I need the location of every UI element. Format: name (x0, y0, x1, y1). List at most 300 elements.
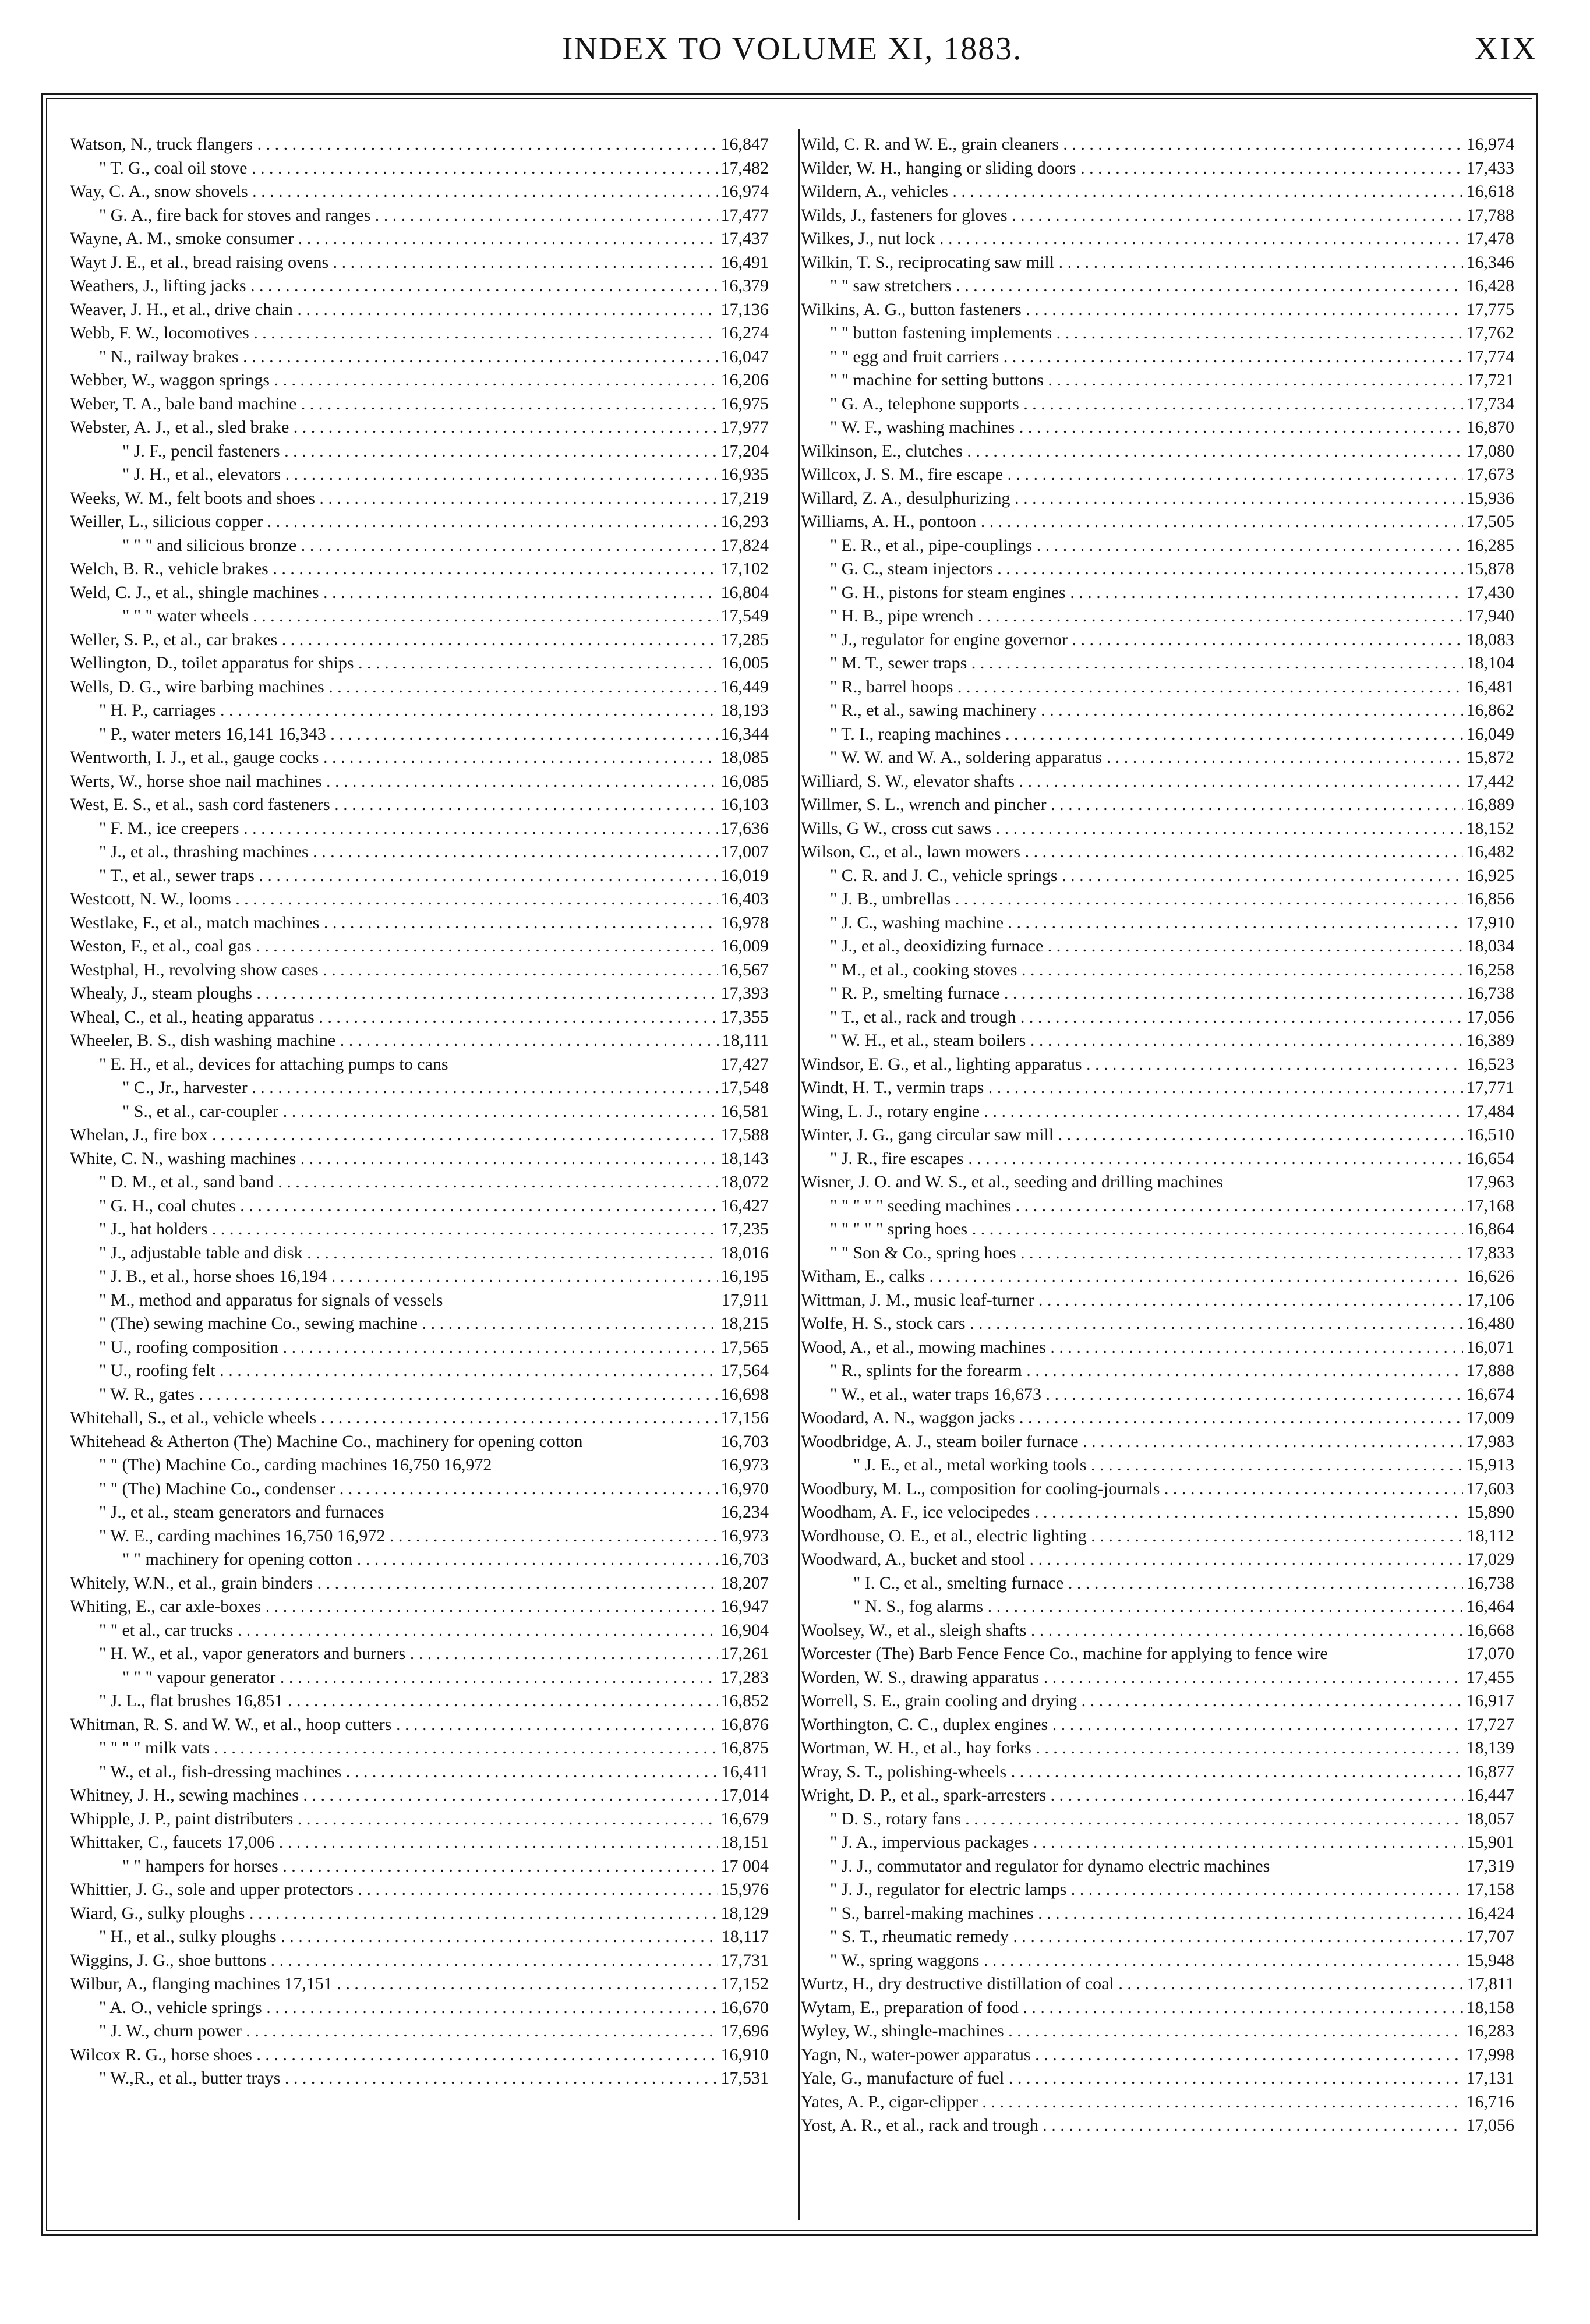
index-entry-text: Whelan, J., fire box . . . (70, 1125, 769, 1144)
index-entry-text: " " " water wheels . . . (122, 606, 769, 625)
index-entry (801, 1336, 1514, 1360)
index-entry-text: " R., et al., sawing machinery . . . (830, 701, 1514, 720)
index-entry (70, 1383, 769, 1407)
index-entry-text: " J., et al., thrashing machines . . . (99, 842, 769, 861)
page-number: XIX (1474, 31, 1538, 67)
patent-number: 15,913 (1463, 1453, 1515, 1477)
index-entry (70, 887, 769, 911)
index-entry (70, 958, 769, 982)
patent-number: 17,727 (1463, 1713, 1515, 1737)
index-entry (70, 1736, 769, 1760)
index-entry (70, 321, 769, 345)
index-entry-text: Winter, J. G., gang circular saw mill . . . (801, 1125, 1514, 1144)
patent-number: 18,143 (718, 1147, 769, 1171)
index-entry (801, 392, 1514, 416)
index-entry-text: Yagn, N., water-power apparatus . . . (801, 2045, 1514, 2064)
index-entry (801, 157, 1514, 181)
patent-number: 17,478 (1463, 227, 1515, 251)
patent-number: 17,204 (718, 440, 769, 464)
index-entry-text: Williard, S. W., elevator shafts . . . (801, 772, 1514, 791)
patent-number: 17,484 (1463, 1100, 1515, 1124)
index-entry (801, 321, 1514, 345)
patent-number: 16,427 (718, 1194, 769, 1218)
patent-number: 17,983 (1463, 1430, 1515, 1454)
patent-number: 16,978 (718, 911, 769, 935)
index-entry (70, 251, 769, 275)
index-entry-text: " J., et al., deoxidizing furnace . . . (830, 936, 1514, 956)
index-entry-text: Westcott, N. W., looms . . . (70, 889, 769, 908)
patent-number: 18,215 (718, 1312, 769, 1336)
index-entry-text: Webster, A. J., et al., sled brake . . . (70, 418, 769, 437)
index-entry-text: Welch, B. R., vehicle brakes . . . (70, 559, 769, 578)
index-entry-text: " J., et al., steam generators and furnaces (99, 1502, 384, 1522)
index-entry (70, 510, 769, 534)
patent-number: 17,588 (718, 1123, 769, 1147)
patent-number: 17,009 (1463, 1406, 1515, 1430)
page-header (47, 30, 1538, 83)
patent-number: 17,775 (1463, 298, 1515, 322)
patent-number: 15,878 (1463, 557, 1515, 581)
index-entry-text: Worrell, S. E., grain cooling and drying . . . (801, 1691, 1514, 1710)
patent-number: 17,548 (718, 1076, 769, 1100)
index-entry (70, 1100, 769, 1124)
patent-number: 16,447 (1463, 1784, 1515, 1807)
index-entry (70, 840, 769, 864)
patent-number: 17,014 (718, 1784, 769, 1807)
patent-number: 17,285 (718, 628, 769, 652)
index-entry-text: Westlake, F., et al., match machines . . . (70, 913, 769, 932)
patent-number: 17,673 (1463, 463, 1515, 487)
patent-number: 16,103 (718, 793, 769, 817)
index-entry (801, 1406, 1514, 1430)
index-entry-text: Wytam, E., preparation of food . . . (801, 1998, 1514, 2017)
patent-number: 16,917 (1463, 1689, 1515, 1713)
index-entry (70, 604, 769, 628)
index-entry (70, 1359, 769, 1383)
index-entry-text: Wells, D. G., wire barbing machines . . . (70, 677, 769, 696)
patent-number: 18,057 (1463, 1807, 1515, 1831)
index-entry-text: " M., method and apparatus for signals of vessels (99, 1290, 443, 1310)
index-entry-text: " W., et al., water traps 16,673 . . . (830, 1385, 1514, 1404)
index-entry-text: Wildern, A., vehicles . . . (801, 182, 1514, 201)
index-entry-text: Wright, D. P., et al., spark-arresters . . . (801, 1785, 1514, 1805)
patent-number: 16,974 (718, 180, 769, 204)
patent-number: 16,283 (1463, 2019, 1515, 2043)
index-entry (70, 1076, 769, 1100)
index-entry-text: Wild, C. R. and W. E., grain cleaners . . . (801, 135, 1514, 154)
index-entry (801, 1006, 1514, 1030)
index-entry (70, 581, 769, 605)
index-entry-text: " " " " " seeding machines . . . (830, 1196, 1514, 1215)
patent-number: 16,618 (1463, 180, 1515, 204)
patent-number: 16,047 (718, 345, 769, 369)
index-entry (70, 1194, 769, 1218)
index-entry-text: Yost, A. R., et al., rack and trough . . . (801, 2116, 1514, 2135)
index-entry-text: " S., barrel-making machines . . . (830, 1904, 1514, 1923)
index-entry (801, 1736, 1514, 1760)
patent-number: 16,344 (718, 723, 769, 747)
index-entry (801, 1760, 1514, 1784)
patent-number: 17,477 (718, 204, 769, 228)
patent-number: 18,158 (1463, 1996, 1515, 2020)
patent-number: 16,904 (718, 1619, 769, 1643)
patent-number: 17,106 (1463, 1289, 1515, 1313)
index-entry (70, 1855, 769, 1879)
index-entry-text: Williams, A. H., pontoon . . . (801, 512, 1514, 531)
index-entry (801, 416, 1514, 440)
patent-number: 16,510 (1463, 1123, 1515, 1147)
patent-number: 16,975 (718, 392, 769, 416)
patent-number: 16,195 (718, 1265, 769, 1289)
index-entry (801, 652, 1514, 675)
index-entry (801, 1595, 1514, 1619)
index-entry-text: Whealy, J., steam ploughs . . . (70, 984, 769, 1003)
index-entry-text: Wortman, W. H., et al., hay forks . . . (801, 1738, 1514, 1757)
patent-number: 17,940 (1463, 604, 1515, 628)
index-entry-text: " " button fastening implements . . . (830, 323, 1514, 342)
patent-number: 17,029 (1463, 1548, 1515, 1572)
index-entry (70, 463, 769, 487)
index-entry-text: Wordhouse, O. E., et al., electric lighting . . . (801, 1526, 1514, 1545)
index-entry (801, 1548, 1514, 1572)
index-entry (70, 746, 769, 770)
index-entry (801, 1831, 1514, 1855)
index-entry-text: " " machine for setting buttons . . . (830, 370, 1514, 390)
patent-number: 17,355 (718, 1006, 769, 1030)
index-entry-text: Wellington, D., toilet apparatus for ships . . . (70, 653, 769, 673)
index-entry (801, 1949, 1514, 1973)
patent-number: 18,072 (718, 1170, 769, 1194)
patent-number: 17,811 (1464, 1972, 1514, 1996)
index-entry (70, 1501, 769, 1524)
index-entry-text: " T. G., coal oil stove . . . (99, 158, 769, 178)
index-entry (70, 1289, 769, 1313)
index-entry (801, 1147, 1514, 1171)
index-entry (801, 1619, 1514, 1643)
index-entry (70, 982, 769, 1006)
patent-number: 16,567 (718, 958, 769, 982)
index-entry-text: Wentworth, I. J., et al., gauge cocks . . . (70, 748, 769, 767)
index-entry-text: Weathers, J., lifting jacks . . . (70, 276, 769, 295)
index-entry (801, 298, 1514, 322)
patent-number: 17,007 (718, 840, 769, 864)
index-entry (70, 817, 769, 841)
index-entry-text: " " " and silicious bronze . . . (122, 536, 769, 555)
patent-number: 16,856 (1463, 887, 1515, 911)
index-entry (801, 2067, 1514, 2090)
index-entry-text: " " " " milk vats . . . (99, 1738, 769, 1757)
index-entry-text: " " hampers for horses . . . (122, 1856, 769, 1876)
patent-number: 17,888 (1463, 1359, 1515, 1383)
index-entry (70, 487, 769, 511)
index-entry-text: Woodward, A., bucket and stool . . . (801, 1550, 1514, 1569)
index-entry-text: " " (The) Machine Co., carding machines 16,750 16,972 (99, 1455, 492, 1474)
index-entry-text: Wilbur, A., flanging machines 17,151 . . . (70, 1974, 769, 1993)
index-entry (801, 770, 1514, 794)
patent-number: 16,876 (718, 1713, 769, 1737)
patent-number: 17,430 (1463, 581, 1515, 605)
index-entry-text: " W.,R., et al., butter trays . . . (99, 2068, 769, 2088)
index-entry (70, 1265, 769, 1289)
index-entry-text: Wayne, A. M., smoke consumer . . . (70, 229, 769, 248)
index-entry-text: Wayt J. E., et al., bread raising ovens . . . (70, 253, 769, 272)
index-entry-text: " W. E., carding machines 16,750 16,972 . . . (99, 1526, 769, 1545)
index-entry (801, 1053, 1514, 1077)
index-entry-text: " J. H., et al., elevators . . . (122, 465, 769, 484)
index-entry-text: " N., railway brakes . . . (99, 347, 769, 366)
index-entry (801, 1265, 1514, 1289)
index-entry (70, 2067, 769, 2090)
index-entry (801, 1807, 1514, 1831)
index-entry (801, 1784, 1514, 1807)
index-entry (801, 1855, 1514, 1879)
patent-number: 17,565 (718, 1336, 769, 1360)
index-entry (70, 1406, 769, 1430)
patent-number: 17,219 (718, 487, 769, 511)
index-entry (801, 982, 1514, 1006)
patent-number: 18,083 (1463, 628, 1515, 652)
index-entry (801, 1430, 1514, 1454)
index-entry (70, 652, 769, 675)
index-entry (70, 1972, 769, 1996)
index-entry-text: " H., et al., sulky ploughs . . . (99, 1927, 769, 1946)
patent-number: 16,428 (1463, 274, 1515, 298)
index-entry-text: " J. B., et al., horse shoes 16,194 . . . (99, 1267, 769, 1286)
index-entry (70, 935, 769, 958)
patent-number: 17,603 (1463, 1477, 1515, 1501)
patent-number: 16,274 (718, 321, 769, 345)
patent-number: 16,703 (718, 1548, 769, 1572)
index-entry-text: " N. S., fog alarms . . . (853, 1597, 1514, 1616)
patent-number: 16,703 (718, 1430, 769, 1454)
index-entry-text: " J. L., flat brushes 16,851 . . . (99, 1691, 769, 1710)
index-entry (801, 1925, 1514, 1949)
index-entry-text: " G. A., telephone supports . . . (830, 394, 1514, 413)
patent-number: 17,788 (1463, 204, 1515, 228)
index-entry (70, 1784, 769, 1807)
index-entry-text: Woodbury, M. L., composition for cooling-journals . . . (801, 1479, 1514, 1498)
index-entry-text: " W. F., washing machines . . . (830, 418, 1514, 437)
index-entry (70, 1218, 769, 1241)
index-entry-text: Willcox, J. S. M., fire escape . . . (801, 465, 1514, 484)
index-column-right (801, 133, 1514, 2138)
patent-number: 18,152 (1463, 817, 1515, 841)
index-entry (70, 699, 769, 723)
index-entry (801, 699, 1514, 723)
patent-number: 17,549 (718, 604, 769, 628)
index-entry (801, 1501, 1514, 1524)
patent-number: 16,491 (718, 251, 769, 275)
index-entry (801, 1312, 1514, 1336)
index-entry (801, 463, 1514, 487)
index-entry (801, 1477, 1514, 1501)
index-entry-text: Wilder, W. H., hanging or sliding doors . . . (801, 158, 1514, 178)
index-entry-text: " " et al., car trucks . . . (99, 1621, 769, 1640)
patent-number: 17,998 (1463, 2043, 1515, 2067)
patent-number: 16,935 (718, 463, 769, 487)
patent-number: 15,890 (1463, 1501, 1515, 1524)
index-entry-text: Wolfe, H. S., stock cars . . . (801, 1314, 1514, 1333)
index-column-left (70, 133, 769, 2090)
index-entry-text: Woodbridge, A. J., steam boiler furnace . . . (801, 1432, 1514, 1451)
patent-number: 18,193 (718, 699, 769, 723)
patent-number: 16,009 (718, 935, 769, 958)
index-entry (70, 1760, 769, 1784)
patent-number: 17,261 (718, 1642, 769, 1666)
patent-number: 16,698 (718, 1383, 769, 1407)
index-entry (70, 1453, 769, 1477)
index-entry (801, 510, 1514, 534)
index-entry (801, 1972, 1514, 1996)
index-entry-text: Watson, N., truck flangers . . . (70, 135, 769, 154)
patent-number: 16,626 (1463, 1265, 1515, 1289)
patent-number: 17,482 (718, 157, 769, 181)
patent-number: 16,852 (718, 1689, 769, 1713)
patent-number: 17,136 (718, 298, 769, 322)
index-entry-text: " " " " " spring hoes . . . (830, 1219, 1514, 1239)
index-entry-text: Whiting, E., car axle-boxes . . . (70, 1597, 769, 1616)
index-entry (801, 864, 1514, 888)
index-entry (70, 1312, 769, 1336)
index-entry-text: Weston, F., et al., coal gas . . . (70, 936, 769, 956)
index-entry (70, 1241, 769, 1265)
index-entry-text: " W. W. and W. A., soldering apparatus . . . (830, 748, 1514, 767)
patent-number: 17,762 (1463, 321, 1515, 345)
index-entry-text: Willard, Z. A., desulphurizing . . . (801, 489, 1514, 508)
index-entry (801, 1902, 1514, 1926)
patent-number: 17,070 (1463, 1642, 1515, 1666)
column-divider (798, 129, 800, 2220)
index-entry (70, 1619, 769, 1643)
index-entry-text: Worden, W. S., drawing apparatus . . . (801, 1668, 1514, 1687)
patent-number: 16,668 (1463, 1619, 1515, 1643)
index-entry-text: Webb, F. W., locomotives . . . (70, 323, 769, 342)
index-entry (70, 180, 769, 204)
index-entry (801, 440, 1514, 464)
index-entry-text: " " saw stretchers . . . (830, 276, 1514, 295)
index-entry (801, 723, 1514, 747)
index-entry-text: " W., et al., fish-dressing machines . . . (99, 1762, 769, 1781)
patent-number: 17,963 (1463, 1170, 1515, 1194)
index-entry (801, 793, 1514, 817)
patent-number: 17,734 (1463, 392, 1515, 416)
index-entry-text: " " Son & Co., spring hoes . . . (830, 1243, 1514, 1262)
index-entry-text: " J., regulator for engine governor . . . (830, 630, 1514, 649)
index-entry (70, 1524, 769, 1548)
patent-number: 17,721 (1463, 369, 1515, 392)
index-entry-text: Willmer, S. L., wrench and pincher . . . (801, 795, 1514, 814)
index-entry (801, 133, 1514, 157)
patent-number: 16,206 (718, 369, 769, 392)
patent-number: 17,131 (1463, 2067, 1515, 2090)
index-entry (70, 1123, 769, 1147)
patent-number: 18,207 (718, 1572, 769, 1596)
patent-number: 16,258 (1463, 958, 1515, 982)
patent-number: 16,005 (718, 652, 769, 675)
index-entry-text: " " egg and fruit carriers . . . (830, 347, 1514, 366)
index-entry-text: Whitely, W.N., et al., grain binders . . . (70, 1573, 769, 1593)
index-entry-text: Wilkes, J., nut lock . . . (801, 229, 1514, 248)
index-entry (70, 1170, 769, 1194)
patent-number: 17,235 (718, 1218, 769, 1241)
index-entry (801, 1713, 1514, 1737)
patent-number: 17,393 (718, 982, 769, 1006)
patent-number: 17,158 (1463, 1878, 1515, 1902)
index-entry-text: Westphal, H., revolving show cases . . . (70, 960, 769, 979)
patent-number: 16,482 (1463, 840, 1515, 864)
index-entry-text: Worcester (The) Barb Fence Fence Co., machine for applying to fence wire (801, 1644, 1328, 1663)
patent-number: 16,674 (1463, 1383, 1515, 1407)
index-entry-text: Whittier, J. G., sole and upper protectors . . . (70, 1880, 769, 1899)
patent-number: 17,774 (1463, 345, 1515, 369)
index-entry-text: Wray, S. T., polishing-wheels . . . (801, 1762, 1514, 1781)
index-entry (801, 1194, 1514, 1218)
index-entry (801, 1123, 1514, 1147)
patent-number: 16,910 (718, 2043, 769, 2067)
index-entry-text: Weller, S. P., et al., car brakes . . . (70, 630, 769, 649)
index-entry (70, 793, 769, 817)
index-entry (801, 227, 1514, 251)
index-entry-text: " J., hat holders . . . (99, 1219, 769, 1239)
patent-number: 18,112 (1464, 1524, 1514, 1548)
index-entry-text: Whitman, R. S. and W. W., et al., hoop cutters . . . (70, 1715, 769, 1734)
index-entry-text: " T., et al., rack and trough . . . (830, 1007, 1514, 1027)
index-entry (70, 1666, 769, 1690)
patent-number: 17,152 (718, 1972, 769, 1996)
index-entry (70, 392, 769, 416)
index-entry-text: " A. O., vehicle springs . . . (99, 1998, 769, 2017)
patent-number: 17,977 (718, 416, 769, 440)
index-entry (801, 557, 1514, 581)
patent-number: 18,016 (718, 1241, 769, 1265)
patent-number: 16,346 (1463, 251, 1515, 275)
patent-number: 16,464 (1463, 1595, 1515, 1619)
patent-number: 16,925 (1463, 864, 1515, 888)
patent-number: 17,731 (718, 1949, 769, 1973)
patent-number: 16,389 (1463, 1029, 1515, 1053)
index-entry (70, 1548, 769, 1572)
index-entry-text: Weber, T. A., bale band machine . . . (70, 394, 769, 413)
patent-number: 16,019 (718, 864, 769, 888)
patent-number: 17 004 (718, 1855, 769, 1879)
index-entry-text: Wisner, J. O. and W. S., et al., seeding and drilling machines (801, 1172, 1223, 1191)
index-entry-text: " H. B., pipe wrench . . . (830, 606, 1514, 625)
index-entry-text: Wilcox R. G., horse shoes . . . (70, 2045, 769, 2064)
index-entry (70, 1029, 769, 1053)
index-entry-text: Wiggins, J. G., shoe buttons . . . (70, 1951, 769, 1970)
index-entry-text: Woodham, A. F., ice velocipedes . . . (801, 1502, 1514, 1522)
index-entry-text: " (The) sewing machine Co., sewing machine . . . (99, 1314, 769, 1333)
patent-number: 17,427 (718, 1053, 769, 1077)
index-entry (801, 1642, 1514, 1666)
index-entry-text: Windsor, E. G., et al., lighting apparatus . . . (801, 1055, 1514, 1074)
index-entry-text: " M. T., sewer traps . . . (830, 653, 1514, 673)
patent-number: 17,056 (1463, 2114, 1515, 2138)
index-entry-text: Weiller, L., silicious copper . . . (70, 512, 769, 531)
index-entry (70, 2043, 769, 2067)
index-entry-text: " R., barrel hoops . . . (830, 677, 1514, 696)
index-entry-text: " S., et al., car-coupler . . . (122, 1102, 769, 1121)
patent-number: 16,847 (718, 133, 769, 157)
index-entry (70, 157, 769, 181)
index-entry-text: " G. H., coal chutes . . . (99, 1196, 769, 1215)
index-entry (801, 534, 1514, 558)
index-entry-text: West, E. S., et al., sash cord fasteners . . . (70, 795, 769, 814)
patent-number: 16,970 (718, 1477, 769, 1501)
patent-number: 16,523 (1463, 1053, 1515, 1077)
patent-number: 17,833 (1463, 1241, 1515, 1265)
patent-number: 17,156 (718, 1406, 769, 1430)
